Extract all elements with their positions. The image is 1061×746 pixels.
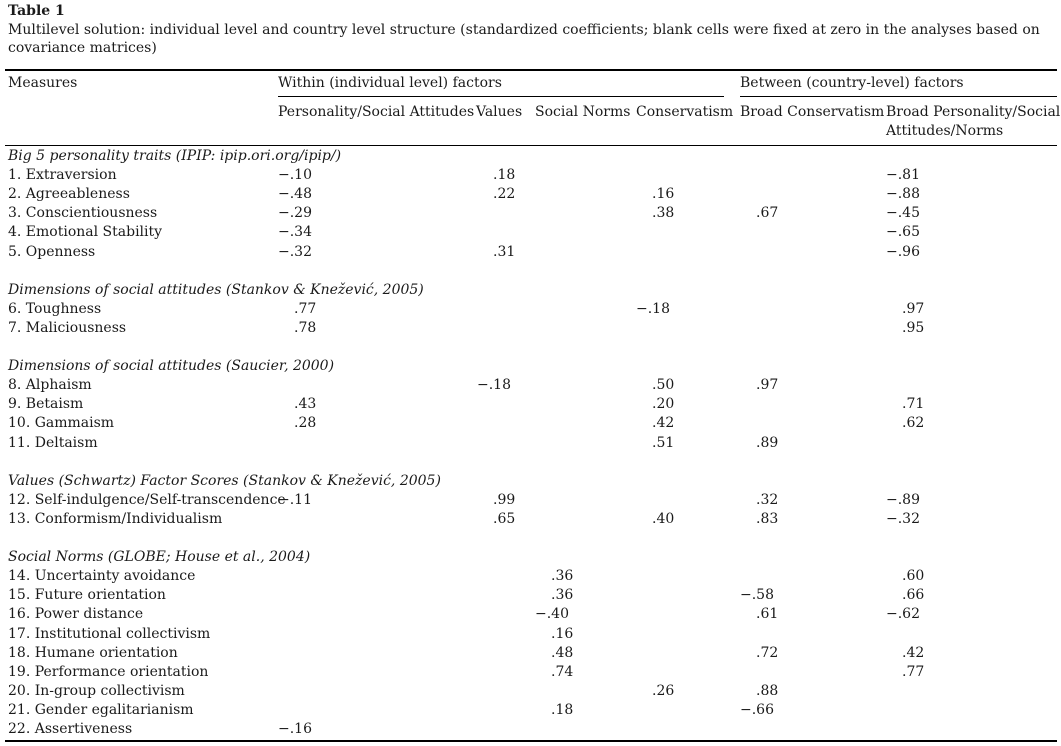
cell-conservatism: .42: [652, 415, 675, 432]
cell-broad-conservatism: .32: [756, 491, 779, 508]
cell-broad-personality: −.88: [886, 186, 920, 203]
cell-personality: .77: [294, 300, 317, 317]
cell-personality: −.16: [278, 721, 312, 737]
row-label: 6. Toughness: [8, 300, 102, 317]
cell-conservatism: .26: [652, 682, 675, 699]
row-label: 9. Betaism: [8, 396, 84, 413]
header-within-group: Within (individual level) factors: [278, 75, 502, 91]
row-label: 8. Alphaism: [8, 377, 92, 394]
cell-personality: −.48: [278, 186, 312, 203]
cell-broad-personality: −.45: [886, 205, 920, 222]
cell-broad-personality: .97: [902, 300, 925, 317]
section-title: Values (Schwartz) Factor Scores (Stankov & Knežević, 2005): [8, 472, 441, 489]
header-col-values: Values: [476, 104, 523, 120]
cell-personality: .43: [294, 396, 317, 413]
row-label: 16. Power distance: [8, 606, 144, 623]
cell-personality: −.32: [278, 243, 312, 260]
cell-personality: −.11: [278, 491, 312, 508]
cell-conservatism: .16: [652, 186, 675, 203]
row-label: 20. In-group collectivism: [8, 682, 185, 699]
row-label: 17. Institutional collectivism: [8, 625, 211, 642]
cell-broad-conservatism: .67: [756, 205, 779, 222]
within-group-rule: [278, 96, 724, 97]
cell-values: −.18: [477, 377, 511, 394]
cell-broad-conservatism: −.58: [740, 587, 774, 604]
cell-broad-personality: .66: [902, 587, 925, 604]
cell-values: .99: [493, 491, 516, 508]
cell-broad-conservatism: .61: [756, 606, 779, 623]
cell-broad-conservatism: .97: [756, 377, 779, 394]
top-rule: [5, 69, 1057, 71]
row-label: 1. Extraversion: [8, 167, 117, 184]
cell-personality: −.29: [278, 205, 312, 222]
cell-broad-personality: −.62: [886, 606, 920, 623]
cell-broad-personality: .42: [902, 644, 925, 661]
row-label: 21. Gender egalitarianism: [8, 701, 194, 718]
cell-social-norms: .48: [551, 644, 574, 661]
cell-broad-conservatism: .89: [756, 434, 779, 451]
cell-social-norms: .18: [551, 701, 574, 718]
row-label: 11. Deltaism: [8, 434, 98, 451]
header-col-broad-personality-1: Broad Personality/Social: [886, 104, 1061, 120]
cell-broad-conservatism: −.66: [740, 701, 774, 718]
row-label: 10. Gammaism: [8, 415, 115, 432]
bottom-rule: [5, 740, 1057, 742]
header-col-broad-conservatism: Broad Conservatism: [740, 104, 885, 120]
row-label: 13. Conformism/Individualism: [8, 510, 223, 527]
section-title: Dimensions of social attitudes (Stankov & Knežević, 2005): [8, 281, 424, 298]
cell-social-norms: .36: [551, 568, 574, 585]
cell-broad-personality: −.96: [886, 243, 920, 260]
table-caption: Multilevel solution: individual level and country level structure (standardized coefficients; blank cells were fixed at zero in the analyses based on covariance matrices): [8, 22, 1040, 56]
row-label: 4. Emotional Stability: [8, 224, 163, 241]
header-col-personality: Personality/Social Attitudes: [278, 104, 475, 120]
cell-broad-personality: −.65: [886, 224, 920, 241]
cell-conservatism: .20: [652, 396, 675, 413]
row-label: 19. Performance orientation: [8, 663, 209, 680]
cell-broad-personality: .71: [902, 396, 925, 413]
cell-personality: .28: [294, 415, 317, 432]
row-label: 12. Self-indulgence/Self-transcendence: [8, 491, 286, 508]
cell-values: .65: [493, 510, 516, 527]
cell-conservatism: .50: [652, 377, 675, 394]
row-label: 22. Assertiveness: [8, 721, 133, 737]
section-title: Social Norms (GLOBE; House et al., 2004): [8, 549, 311, 566]
header-between-group: Between (country-level) factors: [740, 75, 964, 91]
cell-broad-personality: −.89: [886, 491, 920, 508]
cell-values: .22: [493, 186, 516, 203]
cell-broad-conservatism: .88: [756, 682, 779, 699]
cell-personality: −.10: [278, 167, 312, 184]
cell-broad-personality: −.32: [886, 510, 920, 527]
cell-values: .31: [493, 243, 516, 260]
cell-social-norms: .16: [551, 625, 574, 642]
cell-social-norms: .36: [551, 587, 574, 604]
header-measures: Measures: [8, 75, 78, 91]
cell-broad-conservatism: .83: [756, 510, 779, 527]
header-col-broad-personality-2: Attitudes/Norms: [886, 123, 1004, 139]
between-group-rule: [740, 96, 1057, 97]
cell-conservatism: −.18: [636, 300, 670, 317]
row-label: 7. Maliciousness: [8, 319, 127, 336]
cell-broad-personality: .62: [902, 415, 925, 432]
table-label: Table 1: [8, 3, 65, 19]
row-label: 18. Humane orientation: [8, 644, 178, 661]
section-title: Big 5 personality traits (IPIP: ipip.ori.org/ipip/): [8, 148, 342, 164]
row-label: 3. Conscientiousness: [8, 205, 158, 222]
row-label: 14. Uncertainty avoidance: [8, 568, 196, 585]
cell-conservatism: .51: [652, 434, 675, 451]
cell-broad-personality: .95: [902, 319, 925, 336]
cell-broad-personality: .60: [902, 568, 925, 585]
header-col-social-norms: Social Norms: [535, 104, 631, 120]
cell-personality: −.34: [278, 224, 312, 241]
cell-social-norms: .74: [551, 663, 574, 680]
header-rule: [5, 145, 1057, 146]
cell-broad-personality: −.81: [886, 167, 920, 184]
cell-broad-conservatism: .72: [756, 644, 779, 661]
cell-social-norms: −.40: [535, 606, 569, 623]
cell-conservatism: .40: [652, 510, 675, 527]
section-title: Dimensions of social attitudes (Saucier, 2000): [8, 358, 335, 375]
row-label: 15. Future orientation: [8, 587, 166, 604]
cell-conservatism: .38: [652, 205, 675, 222]
header-col-conservatism: Conservatism: [636, 104, 734, 120]
row-label: 5. Openness: [8, 243, 96, 260]
row-label: 2. Agreeableness: [8, 186, 130, 203]
cell-broad-personality: .77: [902, 663, 925, 680]
cell-values: .18: [493, 167, 516, 184]
cell-personality: .78: [294, 319, 317, 336]
